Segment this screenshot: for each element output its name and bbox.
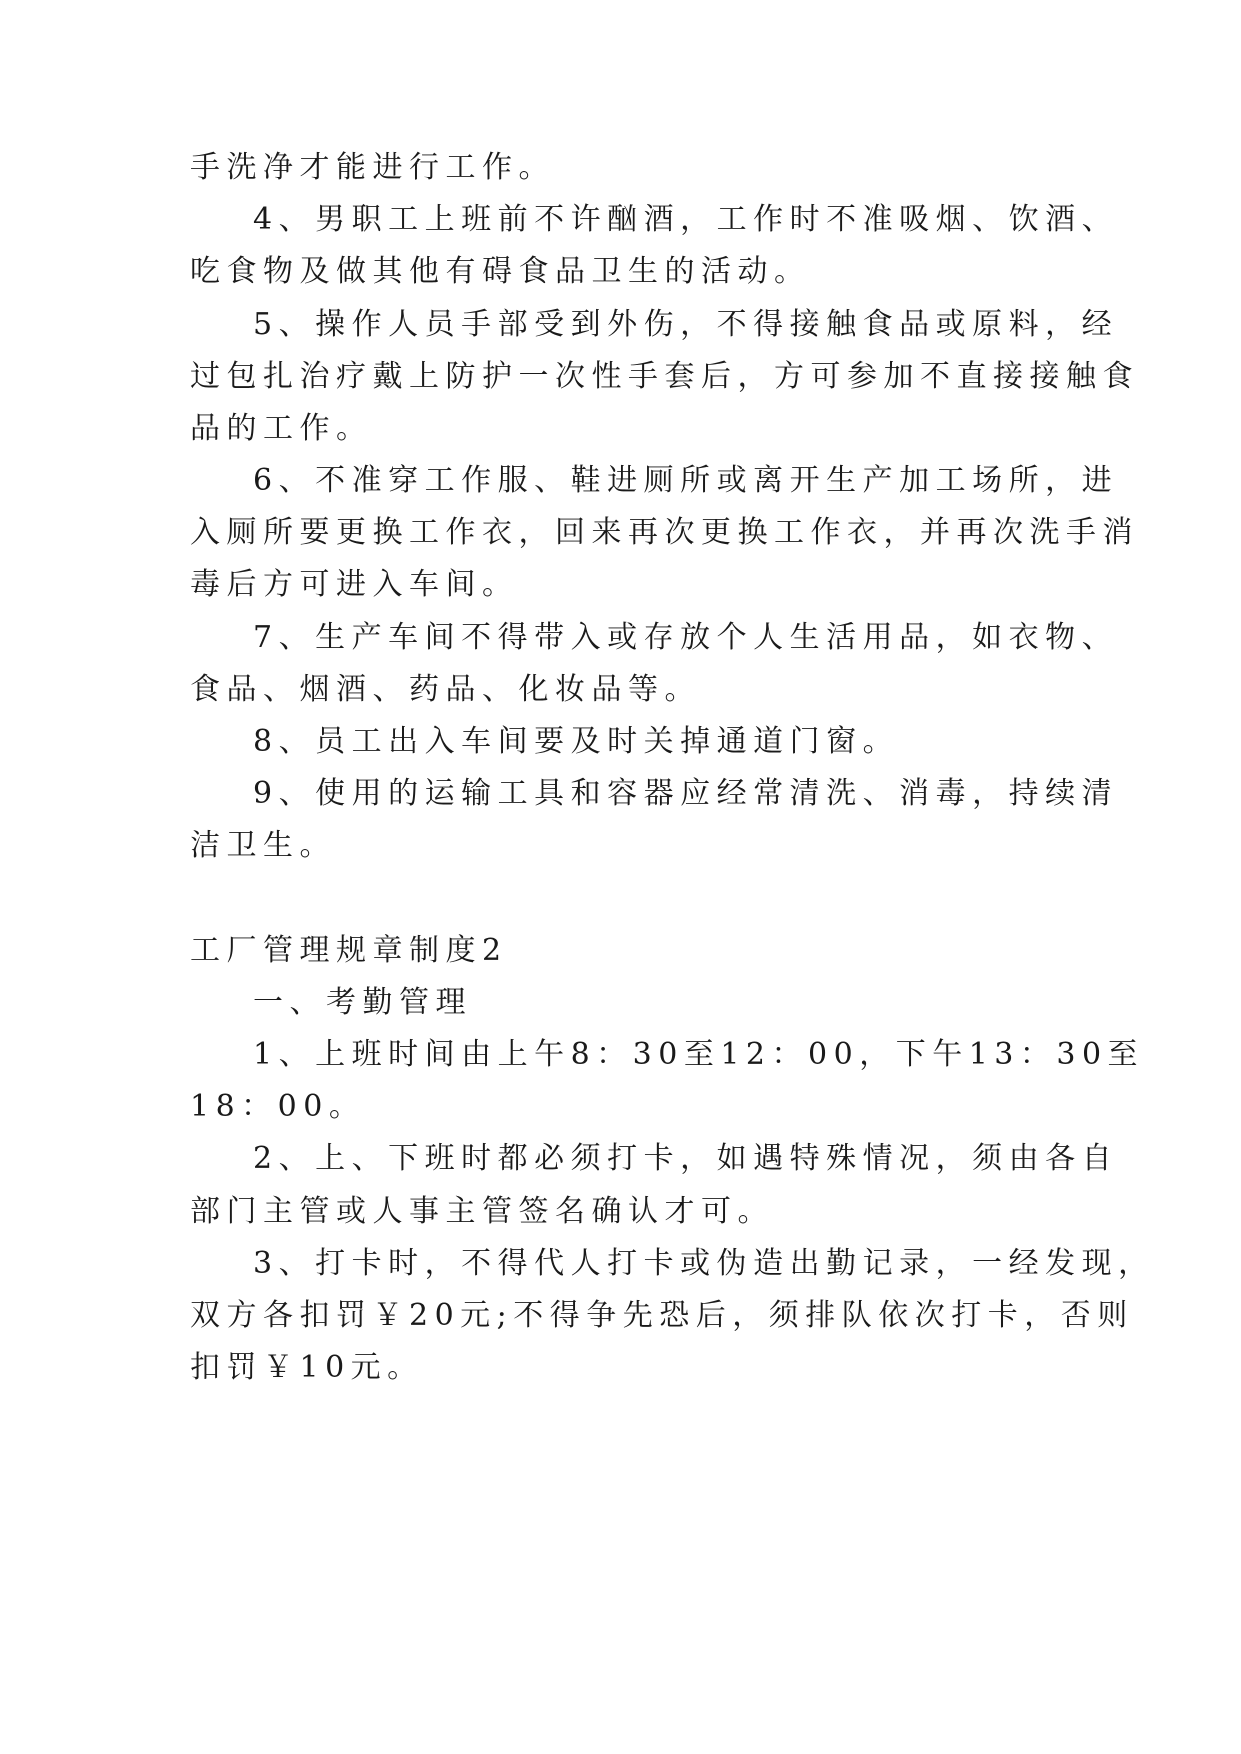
text-line: 6、不准穿工作服、鞋进厕所或离开生产加工场所，进 [253,463,1119,498]
text-line: 18：00。 [190,1089,366,1124]
text-line: 手洗净才能进行工作。 [190,150,555,185]
text-line: 5、操作人员手部受到外伤，不得接触食品或原料，经 [253,307,1119,342]
subsection-heading: 一、考勤管理 [253,985,472,1020]
text-line: 入厕所要更换工作衣，回来再次更换工作衣，并再次洗手消 [190,515,1139,550]
text-line: 毒后方可进入车间。 [190,567,519,602]
text-line: 过包扎治疗戴上防护一次性手套后，方可参加不直接接触食 [190,359,1139,394]
text-line: 品的工作。 [190,411,373,446]
text-line: 吃食物及做其他有碍食品卫生的活动。 [190,254,811,289]
section-heading: 工厂管理规章制度2 [190,933,508,968]
text-line: 2、上、下班时都必须打卡，如遇特殊情况，须由各自 [253,1141,1119,1176]
text-line: 8、员工出入车间要及时关掉通道门窗。 [253,724,900,759]
text-line: 双方各扣罚￥20元;不得争先恐后，须排队依次打卡，否则 [190,1298,1134,1333]
text-line: 9、使用的运输工具和容器应经常清洗、消毒，持续清 [253,776,1119,811]
text-line: 扣罚￥10元。 [190,1350,424,1385]
text-line: 洁卫生。 [190,828,336,863]
text-line: 食品、烟酒、药品、化妆品等。 [190,672,701,707]
text-line: 3、打卡时，不得代人打卡或伪造出勤记录，一经发现， [253,1246,1155,1281]
text-line: 部门主管或人事主管签名确认才可。 [190,1194,774,1229]
text-line: 1、上班时间由上午8：30至12：00，下午13：30至 [253,1037,1145,1072]
text-line: 4、男职工上班前不许酗酒，工作时不准吸烟、饮酒、 [253,202,1119,237]
text-line: 7、生产车间不得带入或存放个人生活用品，如衣物、 [253,620,1119,655]
